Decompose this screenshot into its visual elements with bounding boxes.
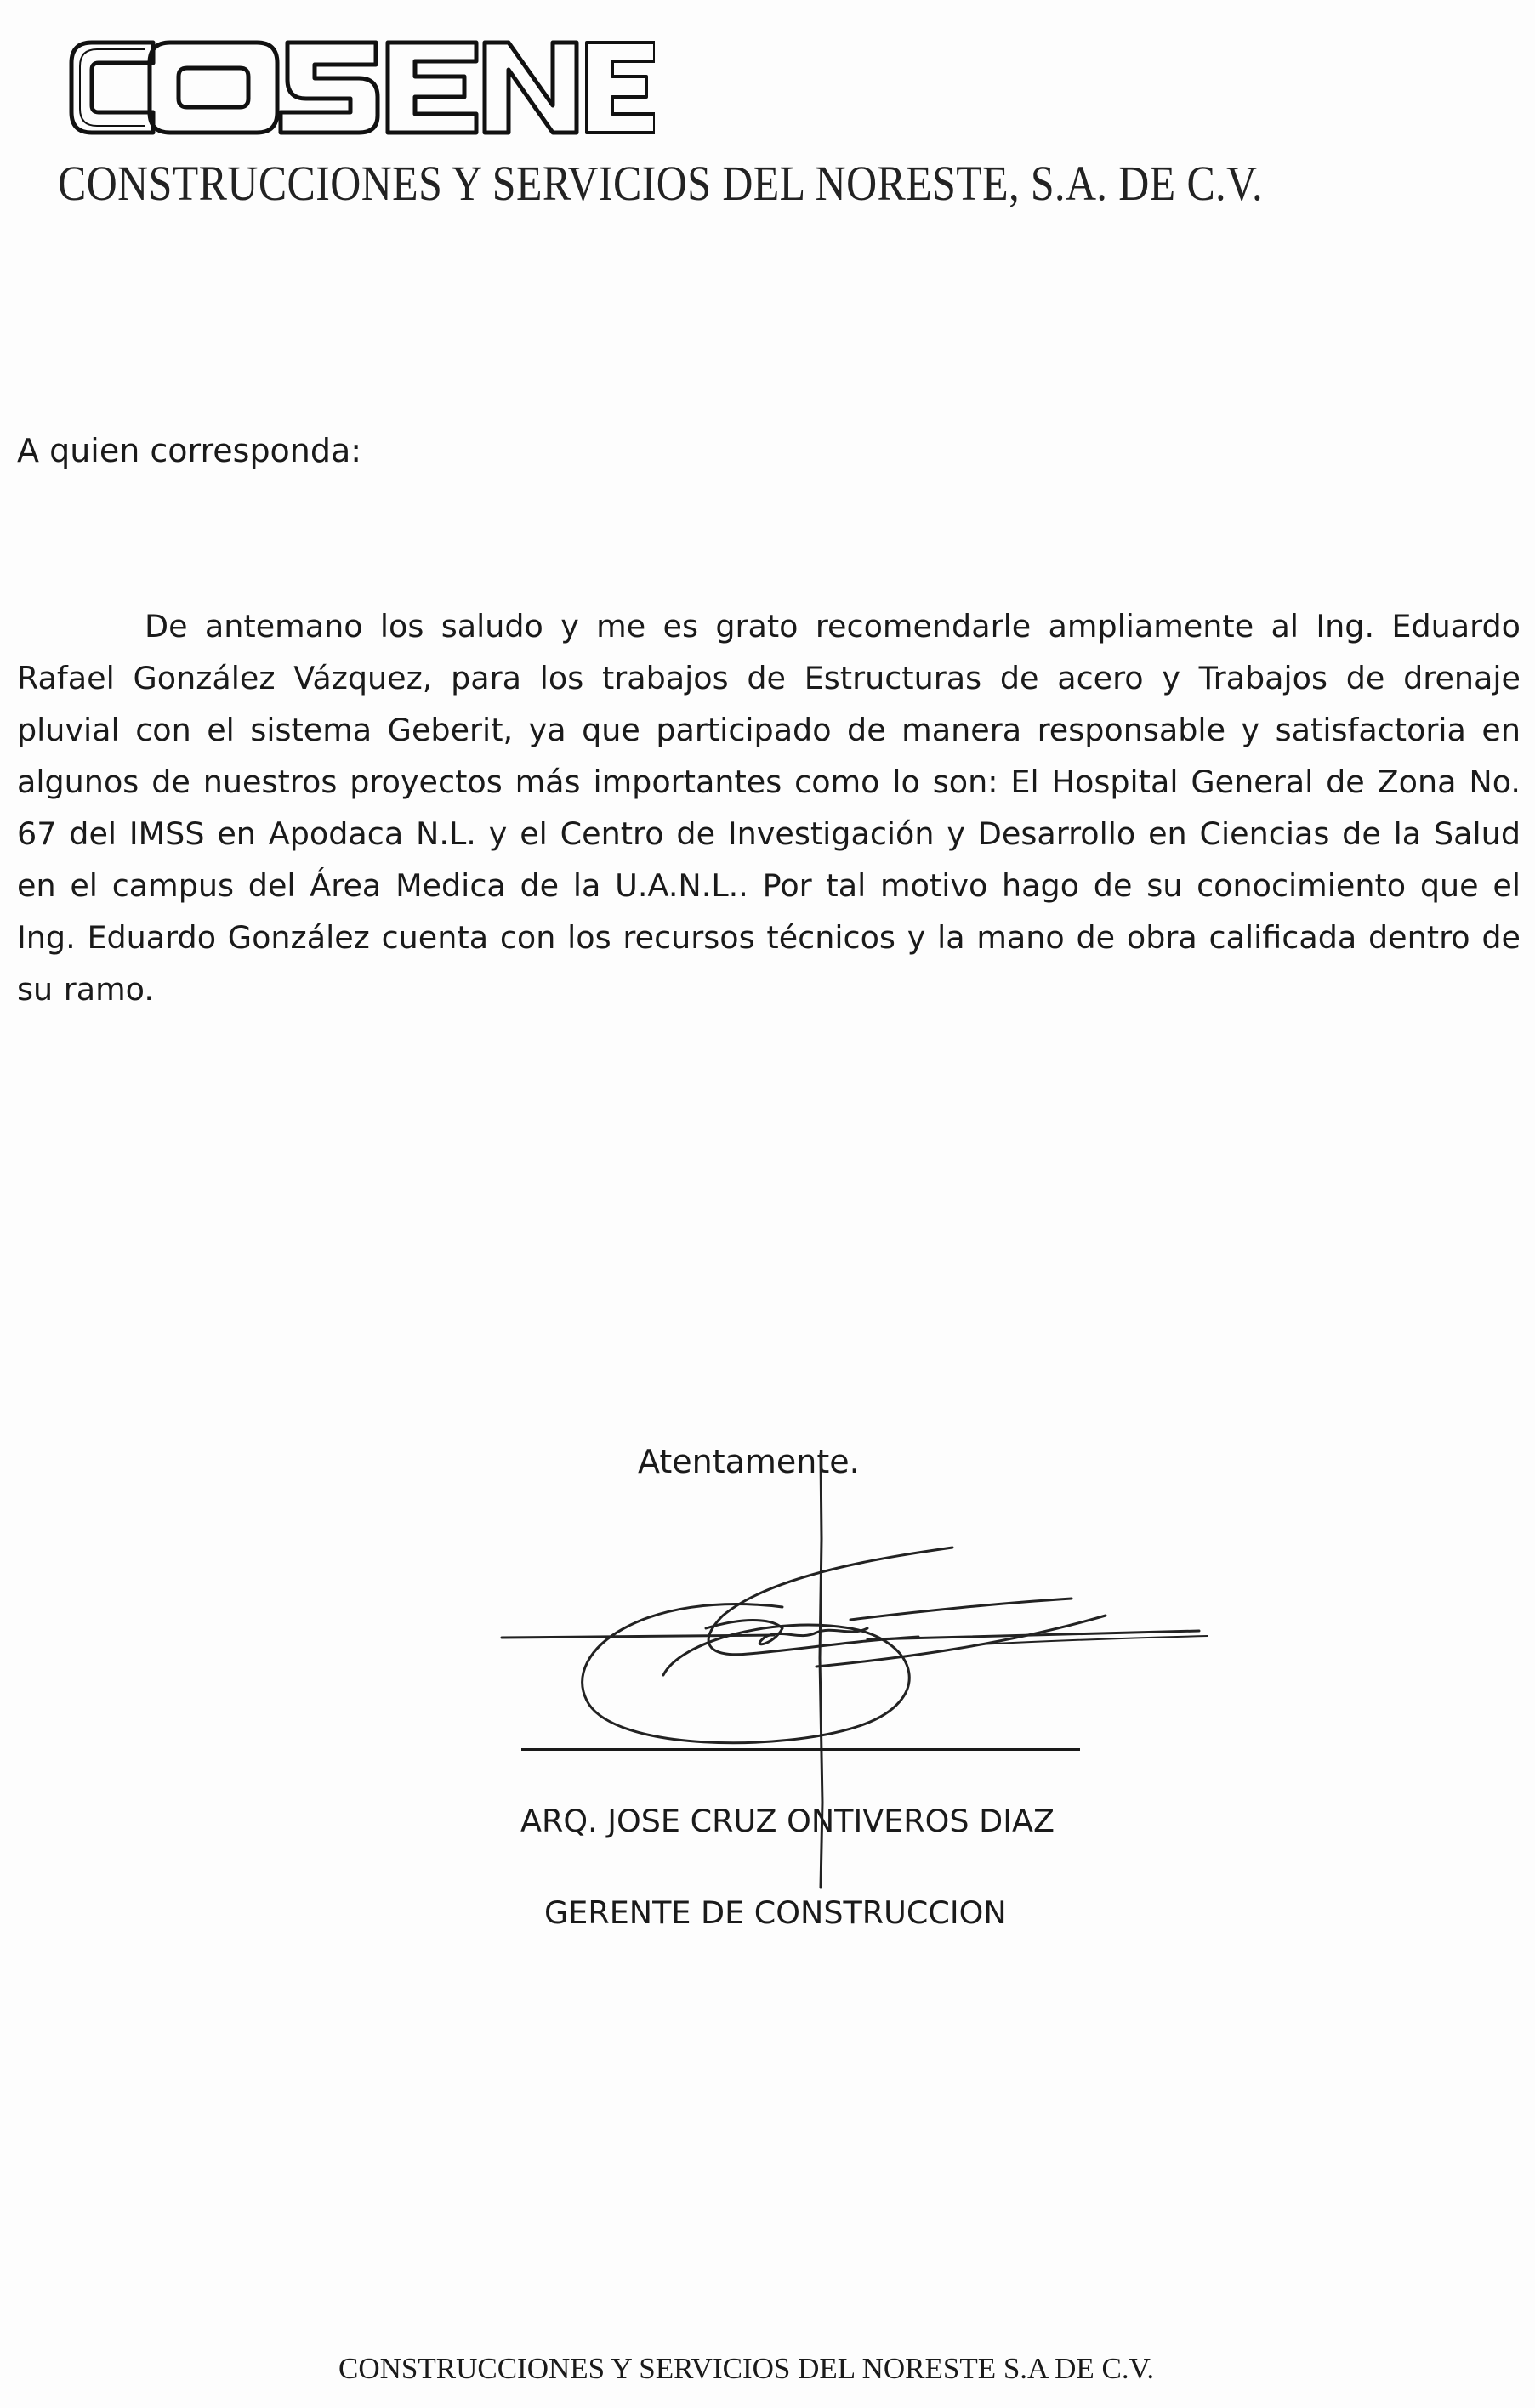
signature-line [521,1748,1080,1751]
signer-name: ARQ. JOSE CRUZ ONTIVEROS DIAZ [520,1803,1055,1839]
closing: Atentamente. [638,1443,860,1480]
company-name-header: CONSTRUCCIONES Y SERVICIOS DEL NORESTE, S.A. DE C.V. [58,156,1263,211]
salutation: A quien corresponda: [17,432,362,469]
footer-company-name: CONSTRUCCIONES Y SERVICIOS DEL NORESTE S.A DE C.V. [338,2352,1155,2385]
signer-title: GERENTE DE CONSTRUCCION [544,1894,1007,1931]
footer-address-cut [162,2393,1369,2408]
letter-body: De antemano los saludo y me es grato recomendarle ampliamente al Ing. Eduardo Rafael González Vázquez, para los trabajos de Estructuras de acero y Trabajos de drenaje pluvial con el sistema Geberit, ya que participado de manera responsable y satisfactoria en algunos de nuestros proyectos más importantes como lo son: El Hospital General de Zona No. 67 del IMSS en Apodaca N.L. y el Centro de Investigación y Desarrollo en Ciencias de la Salud en el campus del Área Medica de la U.A.N.L.. Por tal motivo hago de su conocimiento que el Ing. Eduardo González cuenta con los recursos técnicos y la mano de obra calificada dentro de su ramo. [17,608,1521,1008]
cosene-logo [60,24,655,151]
